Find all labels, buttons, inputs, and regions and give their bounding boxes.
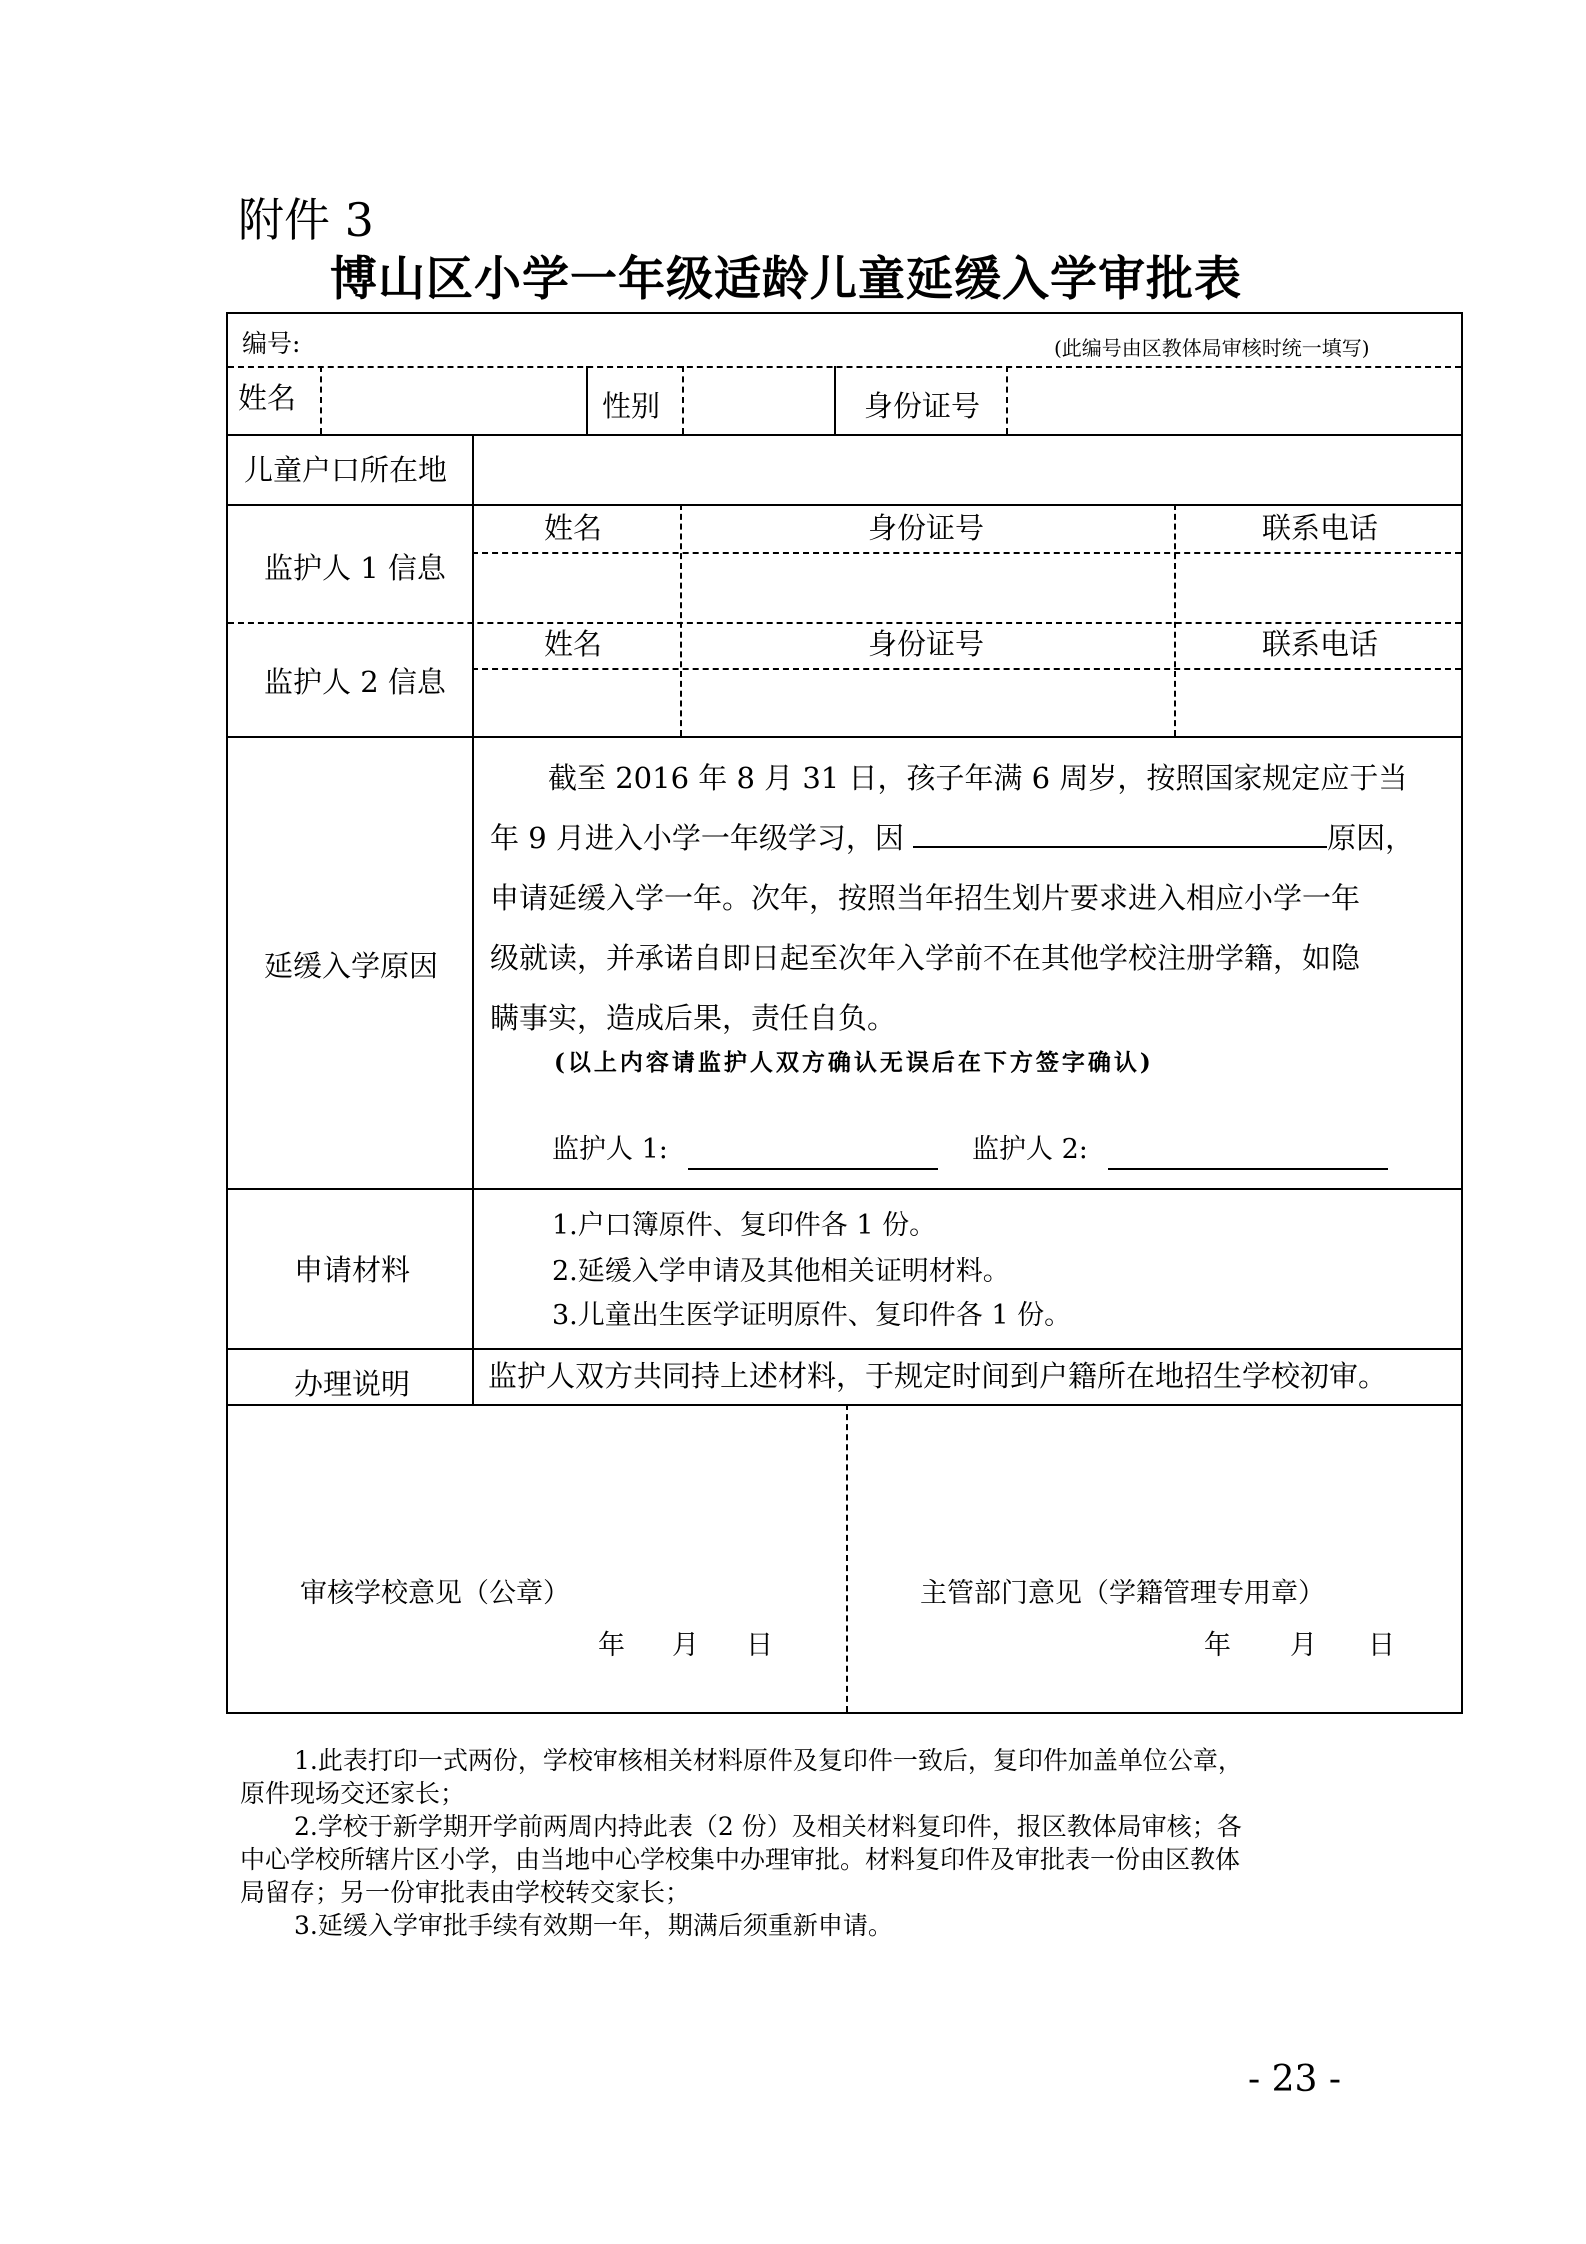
dept-opinion-label: 主管部门意见（学籍管理专用章） [920,1578,1325,1609]
material-item: 3.儿童出生医学证明原件、复印件各 1 份。 [552,1300,1072,1331]
approval-form-table [226,312,1463,1714]
guardian1-name-header: 姓名 [544,511,603,545]
child-name-label: 姓名 [238,381,297,415]
reason-paragraph [490,748,1460,1048]
reason-label: 延缓入学原因 [264,949,439,983]
school-date-month: 月 [672,1630,699,1661]
dept-date-day: 日 [1368,1630,1395,1661]
form-number-label: 编号: [242,329,301,358]
reason-line4: 级就读，并承诺自即日起至次年入学前不在其他学校注册学籍，如隐 [490,941,1361,975]
dept-date-year: 年 [1204,1630,1231,1661]
guardian1-signature-line[interactable] [688,1168,938,1170]
confirm-note: (以上内容请监护人双方确认无误后在下方签字确认) [554,1049,1154,1076]
guardian1-sign-label: 监护人 1: [552,1134,668,1165]
school-opinion-label: 审核学校意见（公章） [300,1578,570,1609]
guardian2-phone-header: 联系电话 [1262,627,1379,661]
reason-line1: 截至 2016 年 8 月 31 日，孩子年满 6 周岁，按照国家规定应于当 [548,761,1408,795]
reason-line2b: 原因， [1327,821,1415,855]
dept-date-month: 月 [1290,1630,1317,1661]
guardian1-id-header: 身份证号 [868,511,985,545]
note-2c: 局留存；另一份审批表由学校转交家长； [240,1878,691,1907]
form-title: 博山区小学一年级适龄儿童延缓入学审批表 [330,252,1242,307]
reason-line3: 申请延缓入学一年。次年，按照当年招生划片要求进入相应小学一年 [490,881,1361,915]
child-id-label: 身份证号 [864,389,981,423]
note-2b: 中心学校所辖片区小学，由当地中心学校集中办理审批。材料复印件及审批表一份由区教体 [240,1845,1241,1874]
hukou-label: 儿童户口所在地 [244,453,448,487]
process-text: 监护人双方共同持上述材料，于规定时间到户籍所在地招生学校初审。 [488,1359,1388,1393]
note-1b: 原件现场交还家长； [240,1779,466,1808]
guardian2-name-header: 姓名 [544,627,603,661]
materials-label: 申请材料 [294,1253,411,1287]
child-gender-label: 性别 [602,389,661,423]
guardian2-id-header: 身份证号 [868,627,985,661]
footnotes [240,1744,1360,1942]
guardian2-sign-label: 监护人 2: [972,1134,1088,1165]
attachment-label: 附件 3 [238,193,374,247]
note-1a: 1.此表打印一式两份，学校审核相关材料原件及复印件一致后，复印件加盖单位公章， [294,1746,1243,1775]
guardian1-phone-header: 联系电话 [1262,511,1379,545]
note-3: 3.延缓入学审批手续有效期一年，期满后须重新申请。 [294,1911,893,1940]
reason-blank[interactable] [913,816,1327,848]
reason-line5: 瞒事实，造成后果，责任自负。 [490,1001,897,1035]
form-number-note: (此编号由区教体局审核时统一填写) [1054,336,1370,360]
material-item: 2.延缓入学申请及其他相关证明材料。 [552,1256,1010,1287]
material-item: 1.户口簿原件、复印件各 1 份。 [552,1210,937,1241]
page-number: - 23 - [1248,2059,1342,2100]
process-label: 办理说明 [294,1367,411,1401]
guardian2-signature-line[interactable] [1108,1168,1388,1170]
reason-line2a: 年 9 月进入小学一年级学习，因 [490,821,904,855]
school-date-year: 年 [598,1630,625,1661]
guardian2-label: 监护人 2 信息 [264,665,446,699]
guardian1-label: 监护人 1 信息 [264,551,446,585]
note-2a: 2.学校于新学期开学前两周内持此表（2 份）及相关材料复印件，报区教体局审核；各 [294,1812,1242,1841]
school-date-day: 日 [746,1630,773,1661]
